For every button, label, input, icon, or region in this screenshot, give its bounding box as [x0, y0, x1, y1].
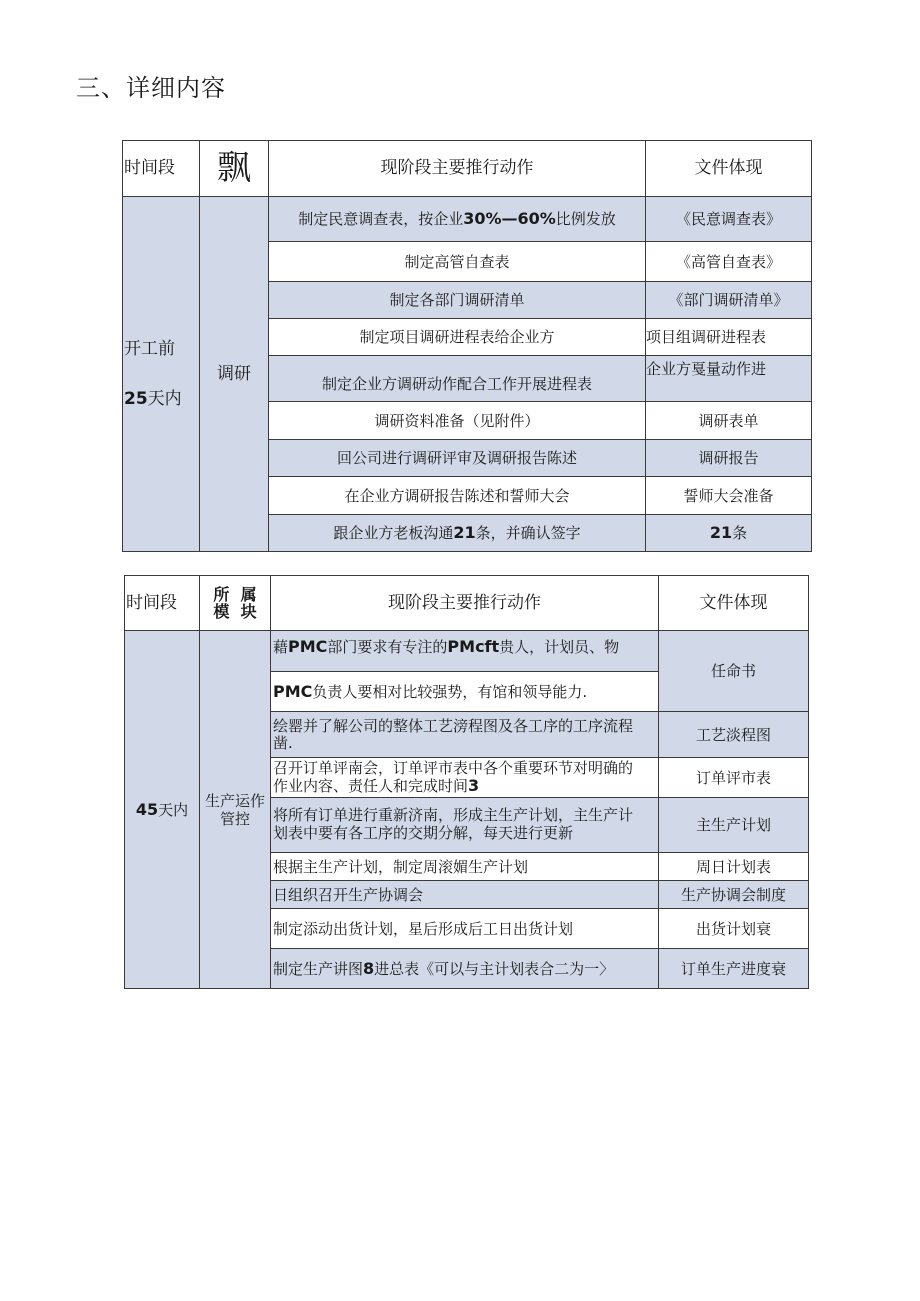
period-line1: 开工前: [124, 339, 175, 359]
research-schedule-table: [122, 140, 812, 552]
action-cell: 制定生产讲图8进总表《可以与主计划表合二为一〉: [271, 949, 659, 989]
table-header-row: [123, 141, 812, 197]
doc-cell: 企业方戛量动作进: [646, 356, 812, 402]
module-line1: 生产运作: [204, 791, 265, 810]
doc-cell: 订单生产进度衰: [659, 949, 809, 989]
table-header-row: [125, 576, 809, 631]
header-module: [200, 576, 271, 631]
action-cell: 制定企业方调研动作配合工作开展进程表: [269, 356, 646, 402]
action-cell: 回公司进行调研评审及调研报告陈述: [269, 440, 646, 477]
action-cell: PMC负责人要相对比较强势，有馆和领导能力.: [271, 672, 659, 712]
period-days-number: 25: [124, 389, 148, 409]
period-cell: [123, 197, 200, 552]
action-cell: 调研资料准备（见附件）: [269, 402, 646, 440]
doc-cell: 21条: [646, 515, 812, 552]
action-cell: 制定项目调研进程表给企业方: [269, 319, 646, 356]
doc-cell: 出货计划衰: [659, 909, 809, 949]
action-cell: 制定民意调查表，按企业30%—60%比例发放: [269, 197, 646, 242]
module-cell: 调研: [200, 197, 269, 552]
production-control-table: [124, 575, 809, 989]
doc-cell: 工艺淡程图: [659, 712, 809, 758]
header-period: 时间段: [125, 576, 200, 631]
header-module-stack: 所 属 模 块: [213, 584, 257, 621]
period-days-number: 45: [135, 799, 159, 819]
action-cell: 制定各部门调研清单: [269, 282, 646, 319]
header-action: 现阶段主要推行动作: [271, 576, 659, 631]
doc-cell: 誓师大会准备: [646, 477, 812, 515]
section-title: 三、详细内容: [76, 74, 226, 102]
period-days-text: 天内: [158, 800, 189, 819]
action-cell: 召开订单评南会，订单评市表中各个重要环节对明确的 作业内容、责任人和完成时间3: [271, 758, 659, 798]
doc-cell: 项目组调研进程表: [646, 319, 812, 356]
doc-cell: 订单评市表: [659, 758, 809, 798]
doc-cell: 周日计划表: [659, 853, 809, 881]
action-cell: 将所有订单进行重新济南，形成主生产计划，主生产计 划表中要有各工序的交期分解，每天进行更新: [271, 798, 659, 853]
header-doc: 文件体现: [646, 141, 812, 197]
table-row: [125, 631, 809, 672]
action-cell: 制定添动出货计划，星后形成后工日出货计划: [271, 909, 659, 949]
action-cell: 日组织召开生产协调会: [271, 881, 659, 909]
doc-cell: 调研报告: [646, 440, 812, 477]
doc-cell: 《部门调研清单》: [646, 282, 812, 319]
action-cell: 藉PMC部门要求有专注的PMcft贵人，计划员、物: [271, 631, 659, 672]
header-module-glyph: 飘: [200, 141, 269, 197]
action-cell: 跟企业方老板沟通21条，并确认签字: [269, 515, 646, 552]
doc-cell: 主生产计划: [659, 798, 809, 853]
header-action: 现阶段主要推行动作: [269, 141, 646, 197]
header-period: 时间段: [123, 141, 200, 197]
action-cell: 绘罂并了解公司的整体工艺滂程图及各工序的工序流程 凿.: [271, 712, 659, 758]
doc-cell: 任命书: [659, 631, 809, 712]
action-cell: 根据主生产计划，制定周滚媚生产计划: [271, 853, 659, 881]
doc-cell: 《高管自查表》: [646, 242, 812, 282]
doc-cell: 调研表单: [646, 402, 812, 440]
doc-cell: 《民意调查表》: [646, 197, 812, 242]
period-line2: [124, 386, 199, 412]
module-line2: 管控: [219, 809, 250, 828]
action-cell: 在企业方调研报告陈述和誓师大会: [269, 477, 646, 515]
module-cell: [200, 631, 271, 989]
header-doc: 文件体现: [659, 576, 809, 631]
table-row: [123, 197, 812, 242]
doc-cell: 生产协调会制度: [659, 881, 809, 909]
period-cell: [125, 631, 200, 989]
action-cell: 制定高管自查表: [269, 242, 646, 282]
period-days-text: 天内: [147, 389, 182, 409]
